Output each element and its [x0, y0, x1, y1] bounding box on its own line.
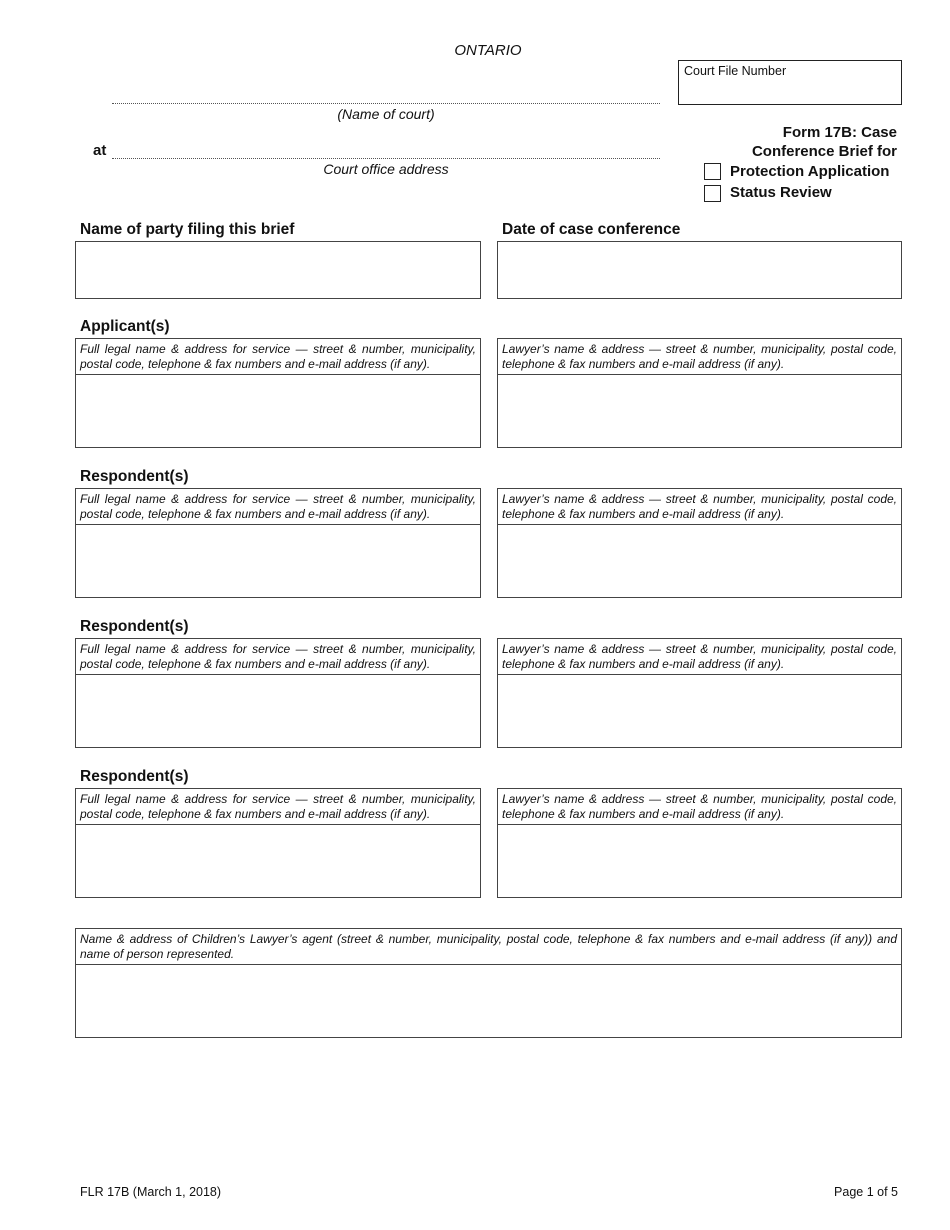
name-of-court-caption: (Name of court)	[337, 106, 435, 122]
form-title-line2: Conference Brief for	[751, 143, 897, 160]
respondent-2-party-instructions: Full legal name & address for service — street & number, municipality, postal code, telephone & fax numbers and e-mail address (if any).	[76, 639, 480, 675]
status-review-label: Status Review	[730, 184, 832, 201]
respondent-3-lawyer-box	[497, 788, 902, 898]
party-filing-field[interactable]	[75, 241, 481, 299]
respondent-1-lawyer-box	[497, 488, 902, 598]
applicant-lawyer-instructions: Lawyer’s name & address — street & number, municipality, postal code, telephone & fax numbers and e-mail address (if any).	[498, 339, 901, 375]
respondent-3-party-box	[75, 788, 481, 898]
applicant-lawyer-box	[497, 338, 902, 448]
date-of-conference-field[interactable]	[497, 241, 902, 299]
court-office-address-line[interactable]	[112, 158, 660, 159]
childrens-lawyer-instructions: Name & address of Children’s Lawyer’s agent (street & number, municipality, postal code, telephone & fax numbers and e-mail address (if any)) and name of person represented.	[76, 929, 901, 965]
respondent-3-lawyer-instructions: Lawyer’s name & address — street & number, municipality, postal code, telephone & fax numbers and e-mail address (if any).	[498, 789, 901, 825]
respondent-3-lawyer-input[interactable]	[498, 825, 901, 897]
protection-application-checkbox[interactable]	[704, 163, 721, 180]
respondent-1-lawyer-input[interactable]	[498, 525, 901, 597]
status-review-checkbox[interactable]	[704, 185, 721, 202]
name-of-court-line[interactable]	[112, 103, 660, 104]
respondent-heading-3: Respondent(s)	[80, 768, 189, 785]
respondent-3-party-instructions: Full legal name & address for service — street & number, municipality, postal code, telephone & fax numbers and e-mail address (if any).	[76, 789, 480, 825]
court-file-number-field[interactable]	[678, 60, 902, 105]
province-heading: ONTARIO	[454, 42, 522, 59]
respondent-2-party-input[interactable]	[76, 675, 480, 747]
respondent-1-party-instructions: Full legal name & address for service — street & number, municipality, postal code, telephone & fax numbers and e-mail address (if any).	[76, 489, 480, 525]
respondent-2-lawyer-instructions: Lawyer’s name & address — street & number, municipality, postal code, telephone & fax numbers and e-mail address (if any).	[498, 639, 901, 675]
respondent-heading-2: Respondent(s)	[80, 618, 189, 635]
respondent-2-lawyer-box	[497, 638, 902, 748]
form-identifier: FLR 17B (March 1, 2018)	[80, 1185, 222, 1199]
applicant-party-input[interactable]	[76, 375, 480, 447]
respondent-1-party-input[interactable]	[76, 525, 480, 597]
party-filing-label: Name of party filing this brief	[80, 221, 295, 238]
date-of-conference-label: Date of case conference	[502, 221, 681, 238]
respondent-2-lawyer-input[interactable]	[498, 675, 901, 747]
childrens-lawyer-box	[75, 928, 902, 1038]
form-title	[752, 123, 897, 161]
respondent-1-party-box	[75, 488, 481, 598]
respondent-1-lawyer-instructions: Lawyer’s name & address — street & number, municipality, postal code, telephone & fax numbers and e-mail address (if any).	[498, 489, 901, 525]
applicant-party-box	[75, 338, 481, 448]
at-label: at	[93, 142, 107, 159]
page-number: Page 1 of 5	[834, 1185, 898, 1199]
court-file-number-label: Court File Number	[684, 64, 787, 78]
applicant-party-instructions: Full legal name & address for service — street & number, municipality, postal code, telephone & fax numbers and e-mail address (if any).	[76, 339, 480, 375]
form-title-line1: Form 17B: Case	[782, 124, 897, 141]
respondent-3-party-input[interactable]	[76, 825, 480, 897]
applicant-heading: Applicant(s)	[80, 318, 170, 335]
respondent-2-party-box	[75, 638, 481, 748]
protection-application-label: Protection Application	[730, 163, 890, 180]
childrens-lawyer-input[interactable]	[76, 965, 901, 1037]
respondent-heading-1: Respondent(s)	[80, 468, 189, 485]
applicant-lawyer-input[interactable]	[498, 375, 901, 447]
court-office-address-caption: Court office address	[323, 161, 449, 177]
